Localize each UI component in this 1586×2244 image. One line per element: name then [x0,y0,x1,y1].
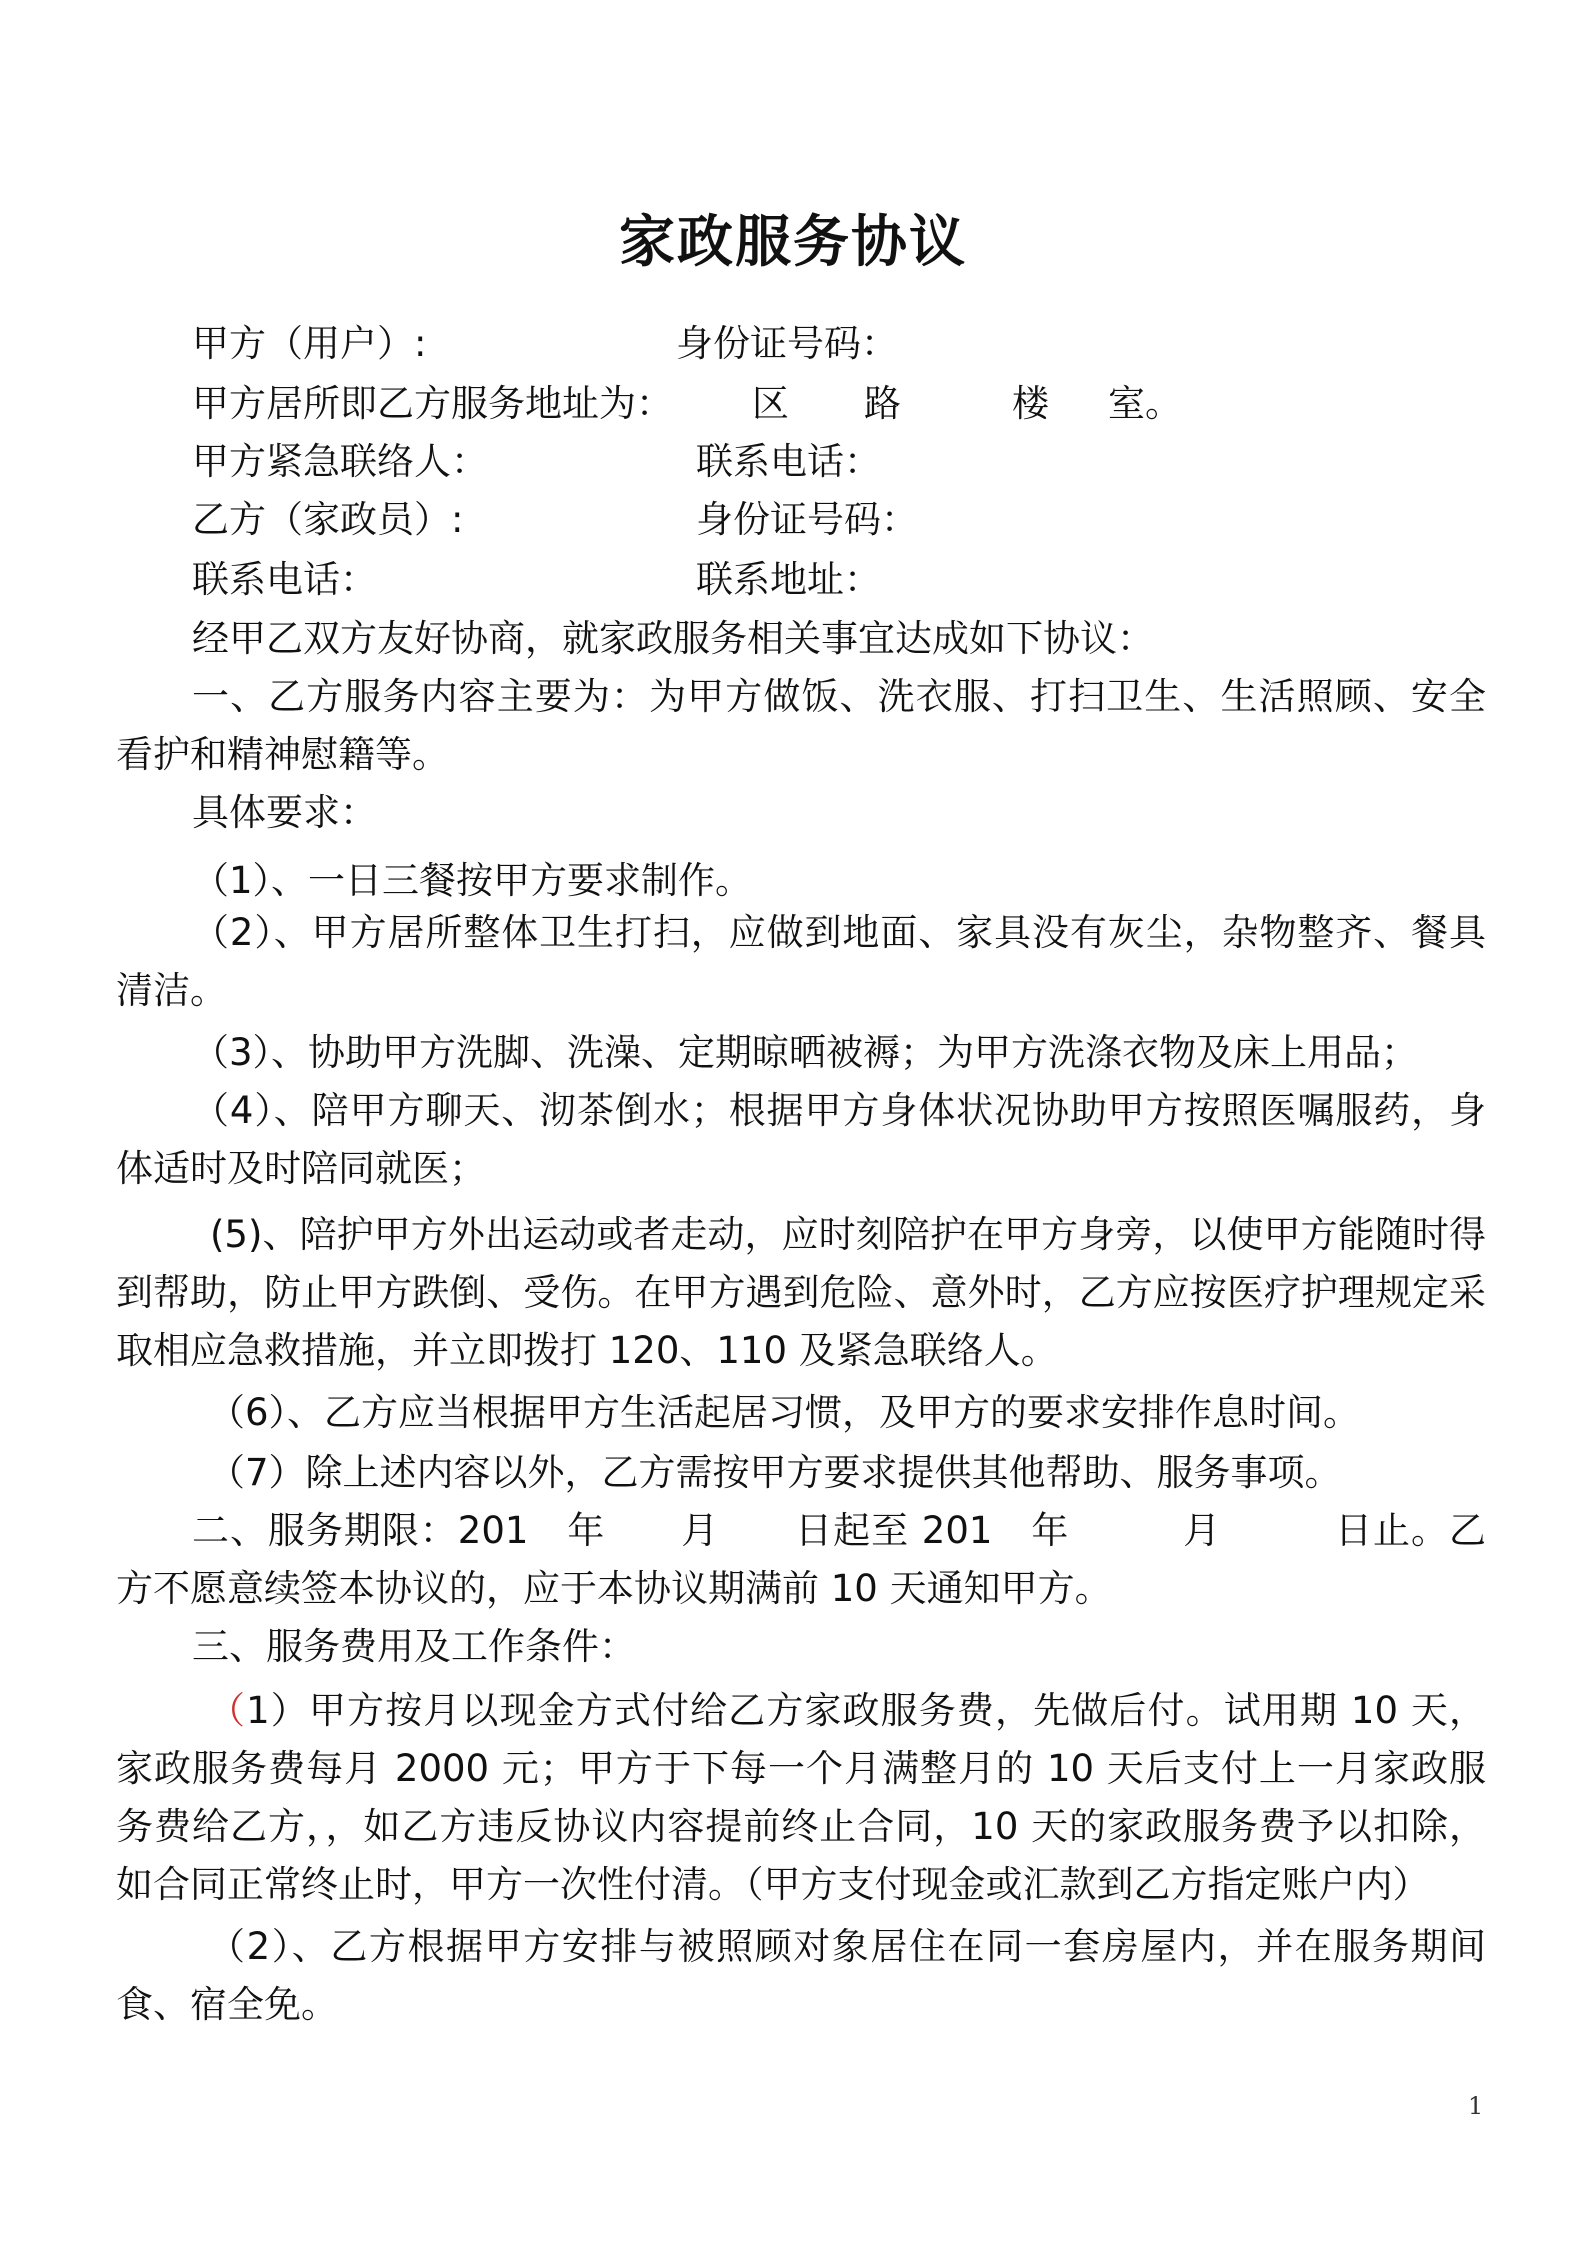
party-b-id-label: 身份证号码： [696,498,918,541]
requirement-item: （4）、陪甲方聊天、沏茶倒水；根据甲方身体状况协助甲方按照医嘱服药，身体适时及时陪同就医； [116,1089,1486,1190]
section3-heading: 三、服务费用及工作条件： [192,1625,636,1668]
requirement-item: （6）、乙方应当根据甲方生活起居习惯，及甲方的要求安排作息时间。 [208,1391,1361,1434]
red-paren: （ [208,1689,247,1732]
party-b-label: 乙方（家政员）: [192,498,464,541]
contact-phone-b-label: 联系电话： [192,558,377,601]
contact-phone-a-label: 联系电话： [696,440,881,483]
emergency-contact-label: 甲方紧急联络人： [192,440,488,483]
requirement-item: （3）、协助甲方洗脚、洗澡、定期晾晒被褥；为甲方洗涤衣物及床上用品； [192,1031,1419,1074]
intro-paragraph: 经甲乙双方友好协商，就家政服务相关事宜达成如下协议： [192,617,1154,660]
section3-item1 [116,1682,1486,1914]
section2-paragraph: 二、服务期限：201 年 月 日起至 201 年 月 日止。乙方不愿意续签本协议的，应于本协议期满前 10 天通知甲方。 [116,1509,1486,1610]
section3-item1-text: 1）甲方按月以现金方式付给乙方家政服务费，先做后付。试用期 10 天，家政服务费每月 2000 元；甲方于下每一个月满整月的 10 天后支付上一月家政服务费给乙方，，如乙方违反协议内容提前终止合同，10 天的家政服务费予以扣除，如合同正常终止时，甲方一次性付清。（甲方支付现金或汇款到乙方指定账户内） [116,1689,1486,1906]
address-building: 楼 [1012,382,1049,425]
requirement-item: （7）除上述内容以外，乙方需按甲方要求提供其他帮助、服务事项。 [208,1451,1342,1494]
address-room: 室。 [1108,382,1182,425]
section3-item2: （2）、乙方根据甲方安排与被照顾对象居住在同一套房屋内，并在服务期间食、宿全免。 [116,1925,1486,2026]
party-a-label: 甲方（用户）: [192,322,427,365]
requirement-item: (5)、陪护甲方外出运动或者走动，应时刻陪护在甲方身旁，以使甲方能随时得到帮助，防止甲方跌倒、受伤。在甲方遇到危险、意外时，乙方应按医疗护理规定采取相应急救措施，并立即拨打 120、110 及紧急联络人。 [116,1213,1486,1372]
party-a-id-label: 身份证号码： [676,322,898,365]
address-label: 甲方居所即乙方服务地址为： [192,382,673,425]
document-title: 家政服务协议 [619,210,967,275]
address-district: 区 [752,382,789,425]
section1-paragraph: 一、乙方服务内容主要为：为甲方做饭、洗衣服、打扫卫生、生活照顾、安全看护和精神慰籍等。 [116,675,1486,776]
requirement-item: （1）、一日三餐按甲方要求制作。 [192,859,753,902]
contact-address-label: 联系地址： [696,558,881,601]
address-road: 路 [864,382,901,425]
requirement-item: （2）、甲方居所整体卫生打扫，应做到地面、家具没有灰尘，杂物整齐、餐具清洁。 [116,911,1486,1012]
page-number: 1 [1468,2092,1484,2120]
requirements-label: 具体要求： [192,791,377,834]
